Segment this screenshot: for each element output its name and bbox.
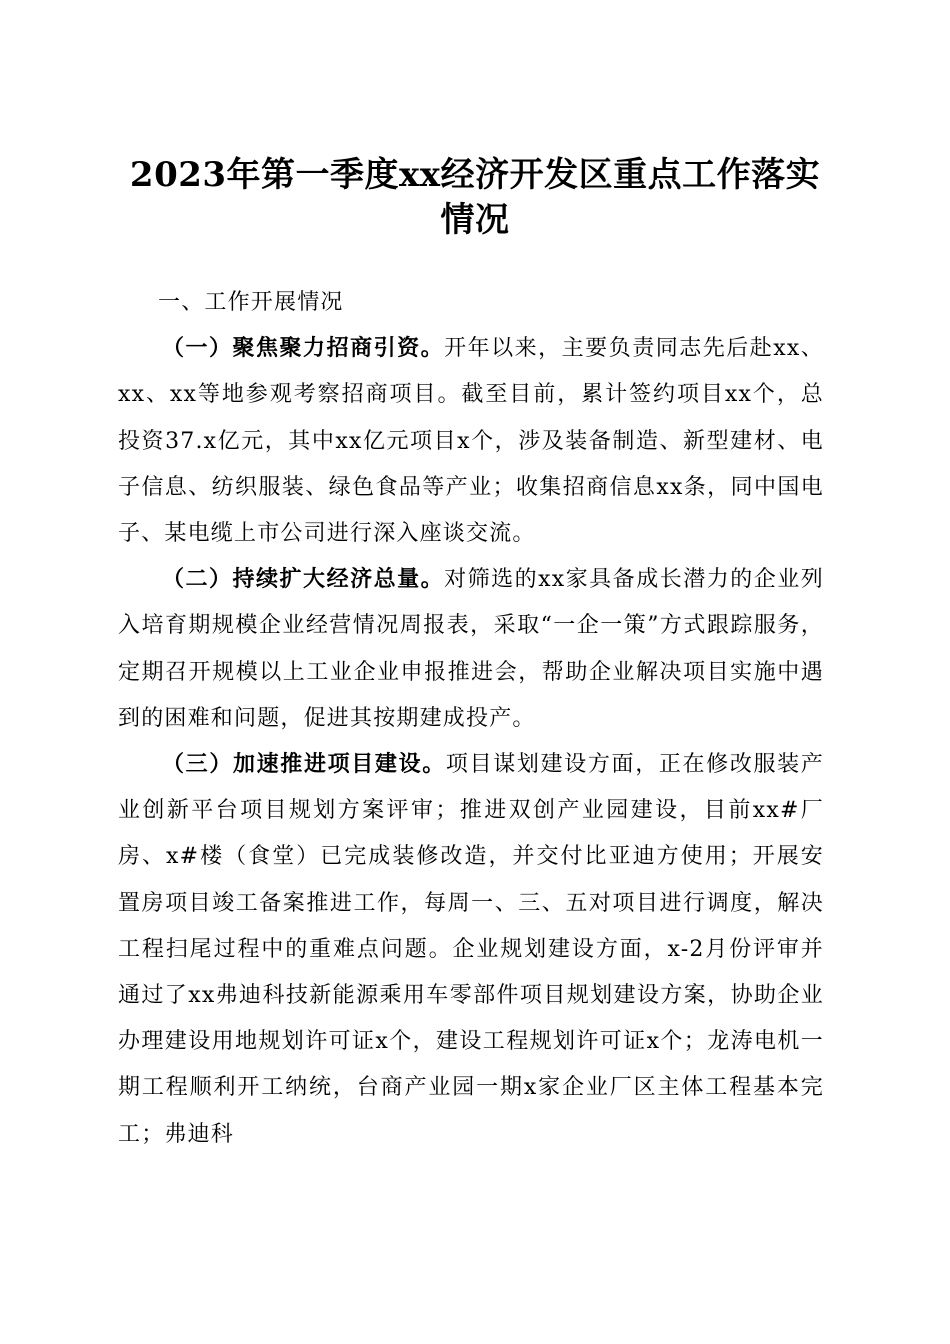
paragraph-lead: （一）聚焦聚力招商引资。 — [162, 336, 445, 362]
section-heading: 一、工作开展情况 — [158, 290, 344, 315]
title-line-1: 2023年第一季度xx经济开发区重点工作落实 — [129, 154, 821, 195]
paragraph-lead: （三）加速推进项目建设。 — [162, 752, 446, 778]
paragraph-text: 对筛选的xx家具备成长潜力的企业列入培育期规模企业经营情况周报表，采取“一企一策”方式跟踪服务，定期召开规模以上工业企业申报推进会，帮助企业解决项目实施中遇到的困难和问题，促进其按期建成投产。 — [118, 567, 824, 731]
document-title — [110, 153, 840, 243]
paragraph-projects — [118, 742, 824, 1158]
paragraph-text: 开年以来，主要负责同志先后赴xx、xx、xx等地参观考察招商项目。截至目前，累计签约项目xx个，总投资37.x亿元，其中xx亿元项目x个，涉及装备制造、新型建材、电子信息、纺织服装、绿色食品等产业；收集招商信息xx条，同中国电子、某电缆上市公司进行深入座谈交流。 — [118, 336, 824, 547]
document-body — [118, 280, 824, 1158]
title-line-2: 情况 — [440, 199, 510, 240]
paragraph-text: 项目谋划建设方面，正在修改服装产业创新平台项目规划方案评审；推进双创产业园建设，目前xx#厂房、x#楼（食堂）已完成装修改造，并交付比亚迪方使用；开展安置房项目竣工备案推进工作，每周一、三、五对项目进行调度，解决工程扫尾过程中的重难点问题。企业规划建设方面，x-2月份评审并通过了xx弗迪科技新能源乘用车零部件项目规划建设方案，协助企业办理建设用地规划许可证x个，建设工程规划许可证x个；龙涛电机一期工程顺利开工纳统，台商产业园一期x家企业厂区主体工程基本完工；弗迪科 — [118, 752, 825, 1147]
paragraph-economy — [118, 557, 824, 742]
paragraph-investment — [118, 326, 824, 557]
paragraph-lead: （二）持续扩大经济总量。 — [162, 567, 445, 593]
